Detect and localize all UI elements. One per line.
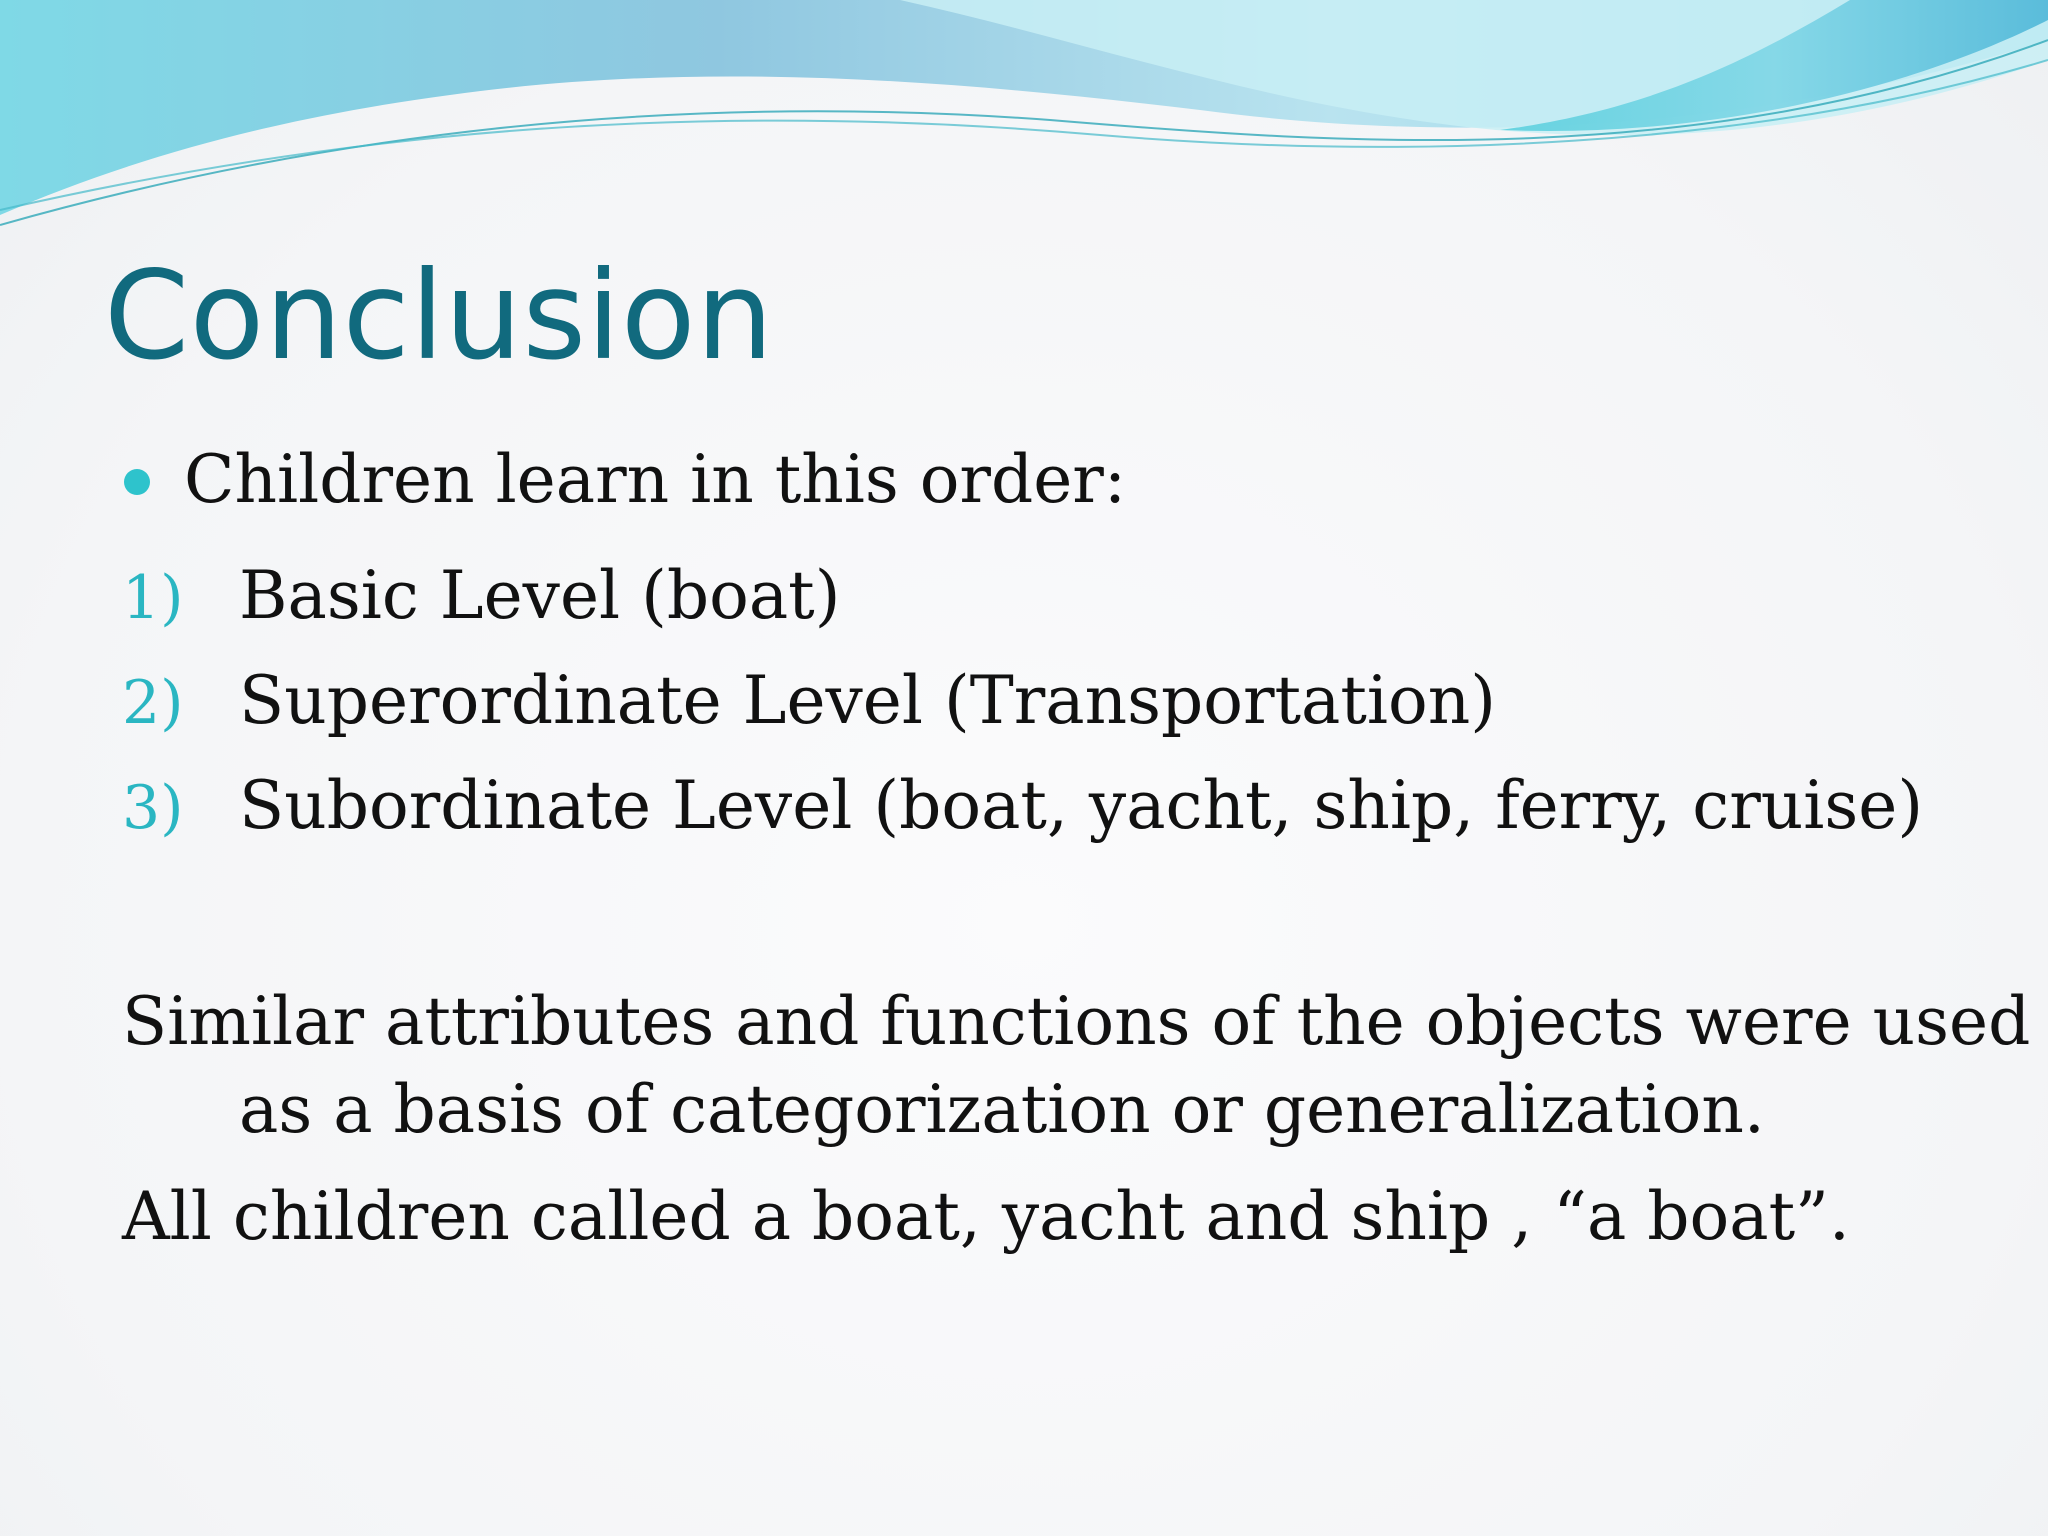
list-item-text: Superordinate Level (Transportation) (239, 662, 1497, 739)
header-wave-decoration (0, 0, 2048, 240)
slide-title: Conclusion (104, 245, 774, 387)
bullet-dot-icon (124, 469, 150, 495)
list-marker: 3) (122, 773, 184, 843)
paragraph-boat: All children called a boat, yacht and ship , “a boat”. (122, 1178, 1850, 1255)
paragraph-attributes (122, 978, 2030, 1154)
list-item-text: Subordinate Level (boat, yacht, ship, ferry, cruise) (239, 767, 1924, 844)
bullet-item (124, 441, 1127, 518)
paragraph-line: Similar attributes and functions of the objects were used (122, 983, 2031, 1060)
bullet-text: Children learn in this order: (184, 441, 1127, 518)
numbered-item-3 (122, 767, 1924, 844)
list-item-text: Basic Level (boat) (239, 557, 841, 634)
numbered-item-1 (122, 557, 841, 634)
paragraph-line-indented: as a basis of categorization or generalization. (239, 1071, 1765, 1148)
numbered-item-2 (122, 662, 1497, 739)
list-marker: 2) (122, 668, 184, 738)
list-marker: 1) (122, 563, 184, 633)
